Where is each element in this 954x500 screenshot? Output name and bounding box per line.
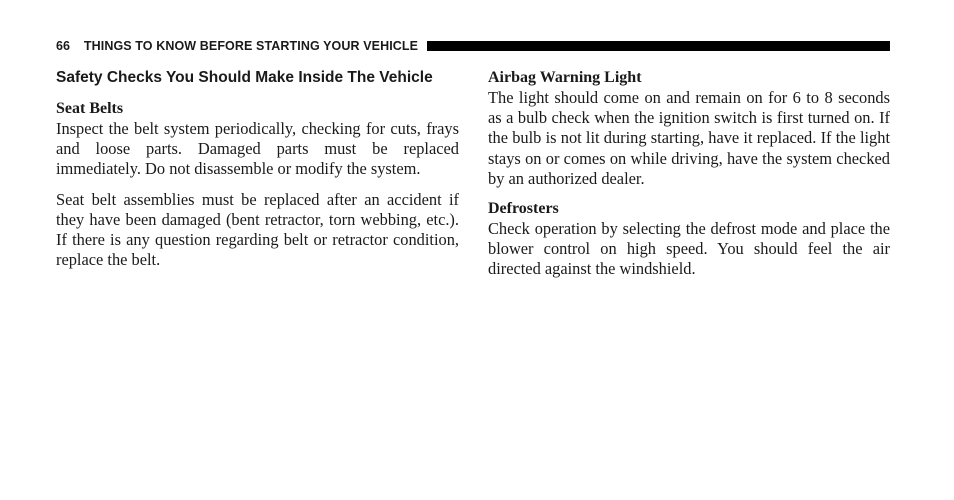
defrosters-paragraph: Check operation by selecting the defrost mode and place the blower control on high speed. You should feel the air directed against the windshield.	[488, 219, 890, 279]
running-head: THINGS TO KNOW BEFORE STARTING YOUR VEHICLE	[83, 39, 419, 53]
airbag-paragraph: The light should come on and remain on for 6 to 8 seconds as a bulb check when the ignition switch is first turned on. If the bulb is not lit during starting, have it replaced. If the light stays on or comes on while driving, have the system checked by an authorized dealer.	[488, 88, 890, 188]
header-rule	[427, 41, 890, 51]
page-header	[56, 37, 890, 55]
seat-belts-heading: Seat Belts	[56, 100, 124, 117]
airbag-section	[488, 68, 890, 189]
right-column	[488, 68, 890, 290]
airbag-heading: Airbag Warning Light	[488, 69, 642, 86]
section-heading: Safety Checks You Should Make Inside The Vehicle	[56, 69, 433, 86]
defrosters-heading: Defrosters	[488, 200, 559, 218]
page-number: 66	[56, 39, 70, 53]
defrosters-section	[488, 199, 890, 280]
seat-belts-paragraph-1: Inspect the belt system periodically, checking for cuts, frays and loose parts. Damaged parts must be replaced immediately. Do not disassemble or modify the system.	[56, 119, 459, 179]
left-column	[56, 68, 459, 280]
seat-belts-paragraph-2: Seat belt assemblies must be replaced after an accident if they have been damaged (bent retractor, torn webbing, etc.). If there is any question regarding belt or retractor condition, replace the belt.	[56, 189, 459, 270]
seat-belts-section	[56, 99, 459, 270]
